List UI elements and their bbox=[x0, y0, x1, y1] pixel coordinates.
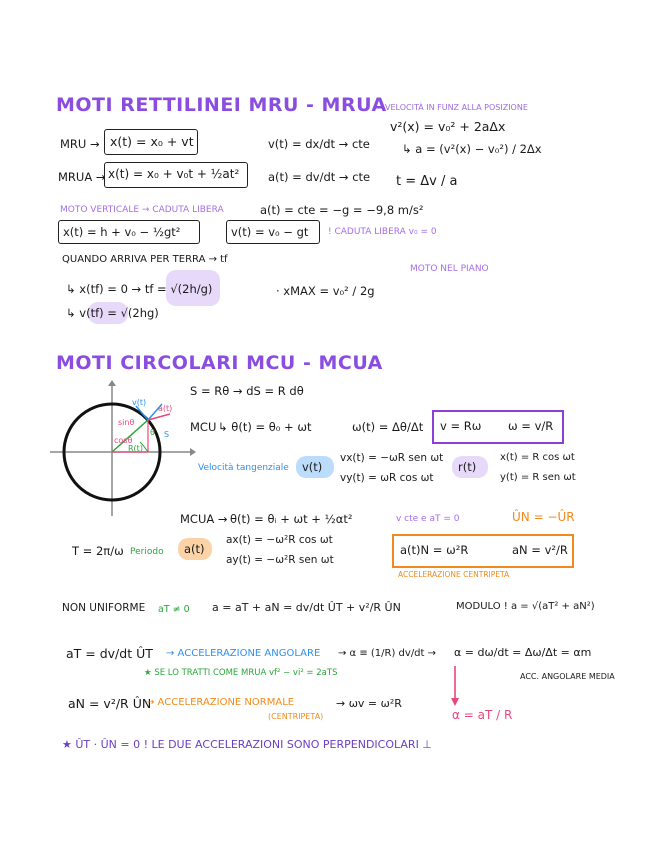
an-vector-eq: aN = v²/R bbox=[512, 543, 568, 557]
non-uniform-condition: aT ≠ 0 bbox=[158, 604, 190, 615]
xmax-eq: · xMAX = v₀² / 2g bbox=[276, 284, 375, 298]
ground-v-eq: ↳ v(tf) = √(2hg) bbox=[66, 306, 159, 320]
centripetal-label: ACCELERAZIONE CENTRIPETA bbox=[398, 570, 510, 579]
circle-label-theta: θ bbox=[150, 428, 155, 437]
rt-y-component: y(t) = R sen ωt bbox=[500, 472, 576, 483]
at-y-component: ay(t) = −ω²R sen ωt bbox=[226, 554, 334, 566]
velocity-note: VELOCITÀ IN FUNZ ALLA POSIZIONE bbox=[385, 103, 528, 112]
mcua-note: v cte e aT = 0 bbox=[396, 514, 460, 524]
omega-equation: ω(t) = Δθ/Δt bbox=[352, 420, 424, 434]
centripetal-paren: (CENTRIPETA) bbox=[268, 712, 324, 721]
angular-accel-label: → ACCELERAZIONE ANGOLARE bbox=[166, 648, 321, 659]
circle-label-r: R(t) bbox=[128, 444, 143, 453]
alpha-down-arrow bbox=[450, 666, 460, 706]
section-title-circolari: MOTI CIRCOLARI MCU - MCUA bbox=[56, 352, 383, 374]
tangential-velocity-label: Velocità tangenziale bbox=[198, 463, 289, 473]
free-fall-note: ! CADUTA LIBERA v₀ = 0 bbox=[328, 227, 437, 237]
normal-accel-label: → ACCELERAZIONE NORMALE bbox=[146, 697, 295, 708]
at-symbol: a(t) bbox=[184, 542, 205, 556]
at-tangential-eq: aT = dv/dt ÛT bbox=[66, 646, 153, 661]
circle-label-sin: sinθ bbox=[118, 418, 135, 427]
plane-motion-label: MOTO NEL PIANO bbox=[410, 264, 489, 274]
ground-title: QUANDO ARRIVA PER TERRA → tf bbox=[62, 254, 228, 265]
circle-label-at: a(t) bbox=[158, 404, 173, 413]
vt-x-component: vx(t) = −ωR sen ωt bbox=[340, 452, 444, 464]
mcu-label: MCU bbox=[190, 420, 217, 434]
accel-from-velocity-eq: ↳ a = (v²(x) − v₀²) / 2Δx bbox=[402, 142, 542, 156]
v-equals-r-omega: v = Rω bbox=[440, 419, 482, 433]
modulus-eq: MODULO ! a = √(aT² + aN²) bbox=[456, 601, 595, 612]
period-label: Periodo bbox=[130, 547, 164, 557]
velocity-position-eq: v²(x) = v₀² + 2aΔx bbox=[390, 119, 506, 134]
section-title-rettilinei: MOTI RETTILINEI MRU - MRUA bbox=[56, 94, 387, 116]
at-x-component: ax(t) = −ω²R cos ωt bbox=[226, 534, 333, 546]
rt-symbol: r(t) bbox=[458, 460, 477, 474]
arc-length-eq: S = Rθ → dS = R dθ bbox=[190, 384, 304, 398]
vt-symbol: v(t) bbox=[302, 460, 323, 474]
mru-label: MRU → bbox=[60, 137, 100, 151]
perpendicular-note: ★ ÛT · ÛN = 0 ! LE DUE ACCELERAZIONI SONO PERPENDICOLARI ⊥ bbox=[62, 738, 432, 751]
mcu-equation: ↳ θ(t) = θ₀ + ωt bbox=[218, 420, 312, 434]
mrua-equation: x(t) = x₀ + v₀t + ½at² bbox=[108, 167, 240, 181]
alpha-relation: → α ≡ (1/R) dv/dt → bbox=[338, 648, 437, 659]
vt-y-component: vy(t) = ωR cos ωt bbox=[340, 472, 434, 484]
time-equation: t = Δv / a bbox=[396, 174, 458, 189]
mrua-note: ★ SE LO TRATTI COME MRUA vf² − vi² = 2aTS bbox=[144, 668, 338, 678]
mru-equation: x(t) = x₀ + vt bbox=[110, 134, 194, 149]
mru-velocity: v(t) = dx/dt → cte bbox=[268, 137, 370, 151]
an-omega-eq: a(t)N = ω²R bbox=[400, 543, 469, 557]
an-normal-eq: aN = v²/R ÛN bbox=[68, 696, 152, 711]
mrua-acceleration: a(t) = dv/dt → cte bbox=[268, 170, 371, 184]
rt-x-component: x(t) = R cos ωt bbox=[500, 452, 575, 463]
circle-label-vt: v(t) bbox=[132, 398, 147, 407]
omega-equals-v-over-r: ω = v/R bbox=[508, 419, 554, 433]
un-ur-relation: ÛN = −ÛR bbox=[512, 510, 575, 524]
vertical-acceleration: a(t) = cte = −g = −9,8 m/s² bbox=[260, 203, 424, 217]
vertical-v-eq: v(t) = v₀ − gt bbox=[231, 225, 309, 239]
mcua-label: MCUA → bbox=[180, 512, 228, 526]
circle-label-cos: cosθ bbox=[114, 436, 133, 445]
vertical-x-eq: x(t) = h + v₀ − ½gt² bbox=[63, 225, 181, 239]
an-result-eq: → ωv = ω²R bbox=[336, 697, 402, 710]
mrua-label: MRUA → bbox=[58, 170, 106, 184]
non-uniform-label: NON UNIFORME bbox=[62, 602, 146, 614]
mcua-equation: θ(t) = θᵢ + ωt + ½αt² bbox=[230, 512, 353, 526]
period-eq: T = 2π/ω bbox=[72, 544, 124, 558]
ground-x-eq: ↳ x(tf) = 0 → tf = √(2h/g) bbox=[66, 282, 213, 296]
avg-angular-accel: ACC. ANGOLARE MEDIA bbox=[520, 672, 615, 681]
circle-diagram bbox=[40, 376, 200, 526]
alpha-at-eq: α = aT / R bbox=[452, 708, 513, 722]
alpha-definition: α = dω/dt = Δω/Δt = αm bbox=[454, 646, 592, 659]
total-acceleration-eq: a = aT + aN = dv/dt ÛT + v²/R ÛN bbox=[212, 601, 401, 614]
circle-label-s: S bbox=[164, 430, 170, 439]
vertical-motion-title: MOTO VERTICALE → CADUTA LIBERA bbox=[60, 205, 224, 215]
